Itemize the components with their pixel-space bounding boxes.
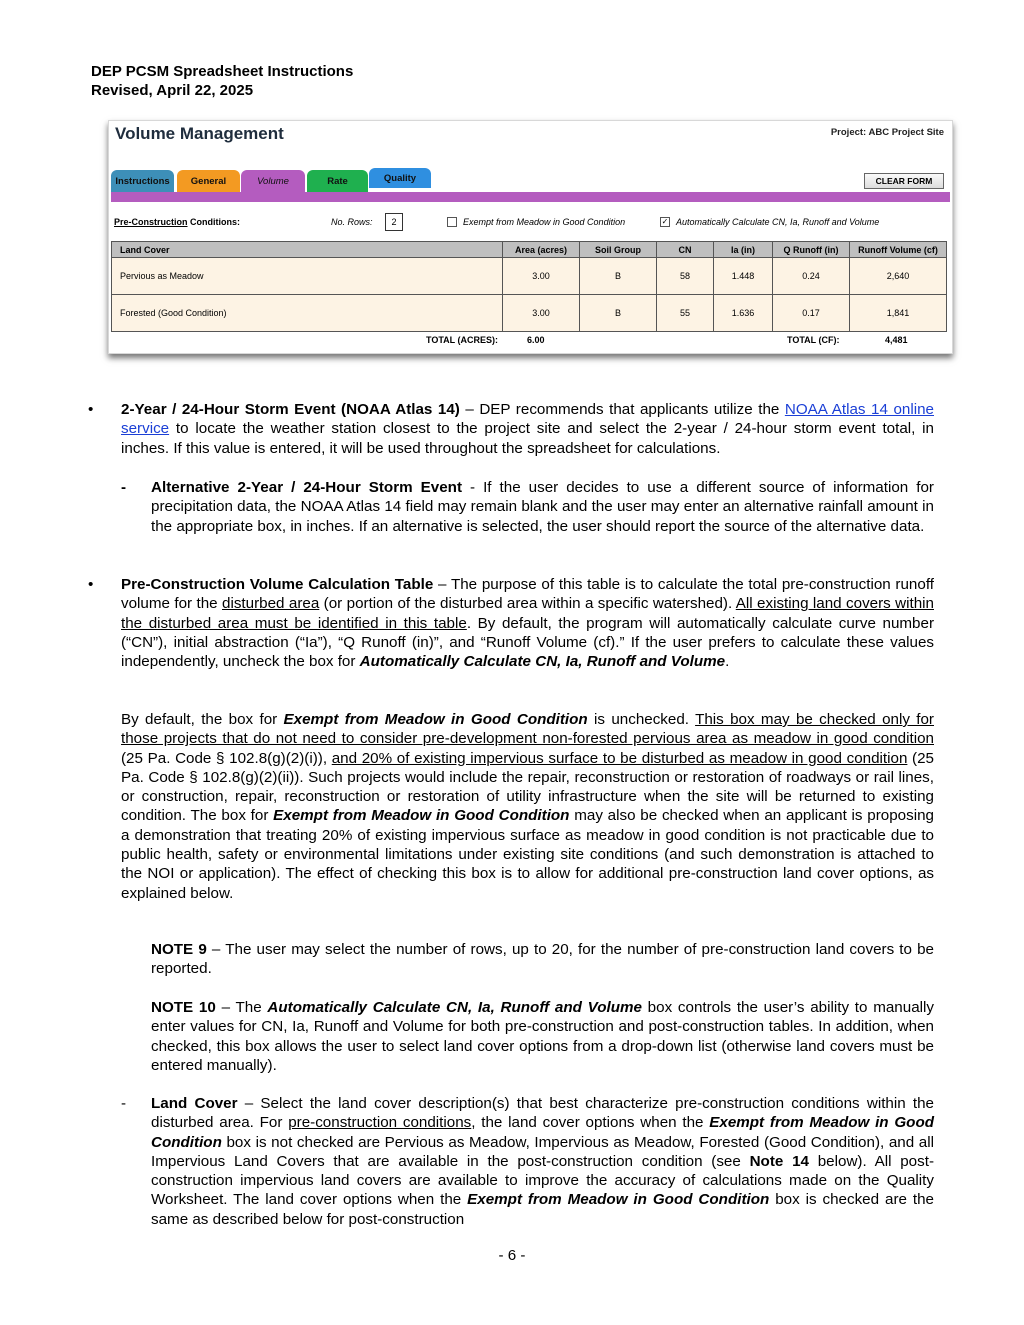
- preconstruction-heading: Pre-Construction Volume Calculation Table: [121, 576, 434, 593]
- col-cn: CN: [657, 242, 714, 258]
- alternative-heading: Alternative 2-Year / 24-Hour Storm Event: [151, 479, 462, 496]
- noaa-atlas-link[interactable]: NOAA Atlas 14 online service: [121, 401, 934, 438]
- land-cover-table: [111, 241, 947, 332]
- tab-quality[interactable]: Quality: [369, 168, 431, 188]
- cell-soil-group[interactable]: B: [580, 295, 657, 332]
- tab-underline-bar: [111, 192, 950, 202]
- tab-instructions[interactable]: Instructions: [111, 170, 174, 192]
- paragraph-note-9: [151, 940, 934, 979]
- underlined-text: This box may be checked only for those projects that do not need to consider pre-development non-forested pervious area as meadow in good condition: [121, 711, 934, 748]
- tab-general[interactable]: General: [177, 170, 240, 192]
- text-span: (or portion of the disturbed area within a specific watershed).: [319, 595, 736, 613]
- screenshot-title: Volume Management: [115, 124, 284, 143]
- cell-soil-group[interactable]: B: [580, 258, 657, 295]
- table-row: [112, 258, 947, 295]
- header-revision: Revised, April 22, 2025: [91, 82, 254, 99]
- bold-italic-text: Automatically Calculate CN, Ia, Runoff and Volume: [359, 653, 726, 671]
- auto-calc-checkbox-label: Automatically Calculate CN, Ia, Runoff and Volume: [676, 217, 880, 227]
- project-label: Project: ABC Project Site: [830, 127, 944, 138]
- bold-italic-text: Exempt from Meadow in Good Condition: [151, 1114, 934, 1151]
- clear-form-button[interactable]: CLEAR FORM: [864, 173, 944, 189]
- land-cover-heading: Land Cover: [151, 1095, 238, 1112]
- text-span: . By default, the program will automatically calculate curve number (“CN”), initial abstraction (“Ia”), “Q Runoff (in)”, and “Runoff Volume (cf).” If the user prefers to calculate these values independently, uncheck the box for: [121, 614, 935, 671]
- col-soil-group: Soil Group: [580, 242, 657, 258]
- paragraph-alternative-storm: [151, 478, 934, 536]
- bullet-icon: •: [88, 401, 94, 418]
- total-cf-value: 4,481: [885, 335, 908, 345]
- cell-land-cover[interactable]: Pervious as Meadow: [112, 258, 503, 295]
- conditions-label: [114, 217, 240, 227]
- text-span: – Select the land cover description(s) that best characterize pre-construction conditions within the disturbed area. For: [151, 1095, 935, 1132]
- no-rows-input[interactable]: 2: [385, 213, 403, 231]
- exempt-checkbox[interactable]: [447, 217, 457, 227]
- col-q-runoff: Q Runoff (in): [773, 242, 850, 258]
- col-runoff-volume: Runoff Volume (cf): [850, 242, 947, 258]
- note-10-label: NOTE 10: [151, 999, 216, 1016]
- cell-runoff-volume: 2,640: [850, 258, 947, 295]
- paragraph-exempt-meadow: [121, 710, 934, 903]
- text-span: below). All post-construction impervious land covers are available to improve the accuracy of calculations made on the Quality Worksheet. The land cover options when the: [151, 1152, 934, 1209]
- total-cf-label: TOTAL (CF):: [787, 335, 840, 345]
- bold-italic-text: Exempt from Meadow in Good Condition: [273, 807, 570, 825]
- exempt-checkbox-label: Exempt from Meadow in Good Condition: [463, 217, 626, 227]
- paragraph-storm-event: [121, 400, 934, 458]
- text-span: By default, the box for: [121, 711, 284, 728]
- conditions-row: [114, 217, 944, 235]
- text-span: - If the user decides to use a different source of information for precipitation data, the NOAA Atlas 14 field may remain blank and the user may enter an alternative rainfall amount in the appropriate box, in inches. If an alternative is selected, the user should report the source of the alternative data.: [151, 479, 934, 535]
- note-14-ref: Note 14: [749, 1152, 809, 1170]
- note-9-label: NOTE 9: [151, 941, 207, 958]
- conditions-label-underlined: Pre-Construction: [114, 217, 188, 227]
- auto-calc-checkbox[interactable]: ✓: [661, 217, 669, 226]
- cell-land-cover[interactable]: Forested (Good Condition): [112, 295, 503, 332]
- storm-event-heading: 2-Year / 24-Hour Storm Event (NOAA Atlas 14): [121, 401, 460, 418]
- cell-q-runoff: 0.24: [773, 258, 850, 295]
- cell-runoff-volume: 1,841: [850, 295, 947, 332]
- cell-ia: 1.636: [714, 295, 773, 332]
- underlined-text: and 20% of existing impervious surface to be disturbed as meadow in good condition: [331, 749, 908, 767]
- document-header: [91, 62, 353, 100]
- underlined-text: disturbed area: [222, 595, 320, 613]
- dash-marker: -: [121, 1095, 127, 1112]
- total-acres-value: 6.00: [527, 335, 545, 345]
- tab-rate[interactable]: Rate: [307, 170, 368, 192]
- text-span: box is checked are the same as described below for post-construction: [151, 1191, 934, 1228]
- text-span: box is not checked are Pervious as Meadow, Impervious as Meadow, Forested (Good Condition), and all Impervious Land Covers that are available in the post-construction condition (see: [151, 1133, 934, 1170]
- text-span: to locate the weather station closest to the project site and select the 2-year / 24-hour storm event total, in inches. If this value is entered, it will be used throughout the spreadsheet for calculations.: [121, 420, 934, 457]
- page-number: - 6 -: [498, 1247, 526, 1264]
- col-ia: Ia (in): [714, 242, 773, 258]
- volume-management-screenshot: [108, 120, 953, 354]
- cell-cn: 55: [657, 295, 714, 332]
- text-span: , the land cover options when the: [471, 1114, 710, 1132]
- header-title: DEP PCSM Spreadsheet Instructions: [91, 63, 354, 80]
- conditions-label-rest: Conditions:: [187, 217, 241, 227]
- text-span: – The user may select the number of rows, up to 20, for the number of pre-construction land covers to be reported.: [151, 941, 934, 978]
- underlined-text: pre-construction conditions: [288, 1114, 472, 1132]
- total-acres-label: TOTAL (ACRES):: [426, 335, 498, 345]
- col-land-cover: Land Cover: [112, 242, 503, 258]
- bullet-icon: •: [88, 576, 94, 593]
- cell-area[interactable]: 3.00: [503, 258, 580, 295]
- text-span: box controls the user’s ability to manually enter values for CN, Ia, Runoff and Volume for both pre-construction and post-construction tables. In addition, when checked, this box allows the user to select land cover options from a drop-down list (otherwise land covers must be entered manually).: [151, 999, 934, 1074]
- text-span: (25 Pa. Code § 102.8(g)(2)(ii)). Such projects would include the repair, reconstruction or restoration of roadways or rail lines, or construction, repair, reconstruction or restoration of utility infrastructure when the site will be returned to existing condition. The box for: [121, 749, 935, 825]
- table-header-row: [112, 242, 947, 258]
- text-span: may also be checked when an applicant is proposing a demonstration that treating 20% of existing impervious surface as meadow in good condition is not practicable due to public health, safety or environmental limitations under existing site conditions (and such demonstration is attached to the NOI or application). The effect of checking this box is to allow for additional pre-construction land cover options, as explained below.: [121, 807, 934, 902]
- text-span: .: [725, 653, 730, 671]
- tab-volume[interactable]: Volume: [241, 170, 305, 192]
- text-span: is unchecked.: [587, 711, 696, 728]
- col-area: Area (acres): [503, 242, 580, 258]
- text-span: (25 Pa. Code § 102.8(g)(2)(i)),: [121, 749, 332, 767]
- paragraph-land-cover: [151, 1094, 934, 1229]
- paragraph-note-10: [151, 998, 934, 1075]
- underlined-text: All existing land covers within the disturbed area must be identified in this table: [121, 595, 934, 632]
- cell-area[interactable]: 3.00: [503, 295, 580, 332]
- dash-marker: -: [121, 479, 127, 496]
- bold-italic-text: Exempt from Meadow in Good Condition: [467, 1191, 770, 1209]
- cell-cn: 58: [657, 258, 714, 295]
- text-span: – DEP recommends that applicants utilize the: [459, 401, 785, 418]
- paragraph-preconstruction-table: [121, 575, 934, 671]
- text-span: – The purpose of this table is to calculate the total pre-construction runoff volume for the: [121, 576, 934, 613]
- bold-italic-text: Automatically Calculate CN, Ia, Runoff and Volume: [267, 999, 642, 1016]
- cell-q-runoff: 0.17: [773, 295, 850, 332]
- bold-italic-text: Exempt from Meadow in Good Condition: [283, 711, 588, 728]
- table-row: [112, 295, 947, 332]
- no-rows-label: No. Rows:: [331, 217, 373, 227]
- cell-ia: 1.448: [714, 258, 773, 295]
- text-span: – The: [215, 999, 268, 1016]
